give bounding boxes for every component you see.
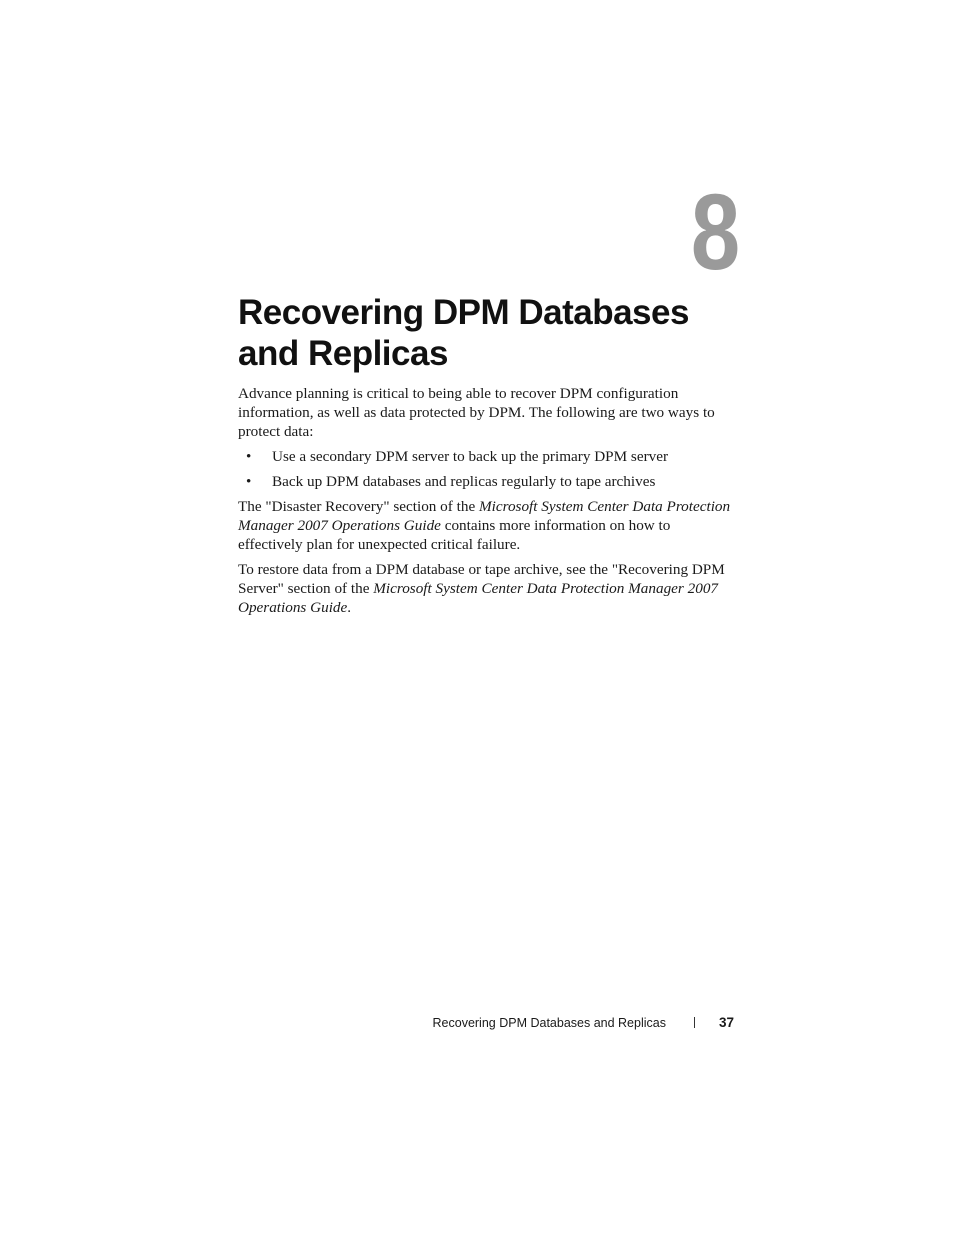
list-item-text: Use a secondary DPM server to back up the primary DPM server <box>272 448 669 465</box>
disaster-recovery-paragraph <box>238 497 738 554</box>
page-number: 37 <box>718 1015 734 1030</box>
chapter-number: 8 <box>690 171 740 292</box>
footer-separator <box>694 1017 695 1028</box>
chapter-title: Recovering DPM Databases and Replicas <box>238 293 689 373</box>
running-title: Recovering DPM Databases and Replicas <box>432 1015 666 1030</box>
body-text <box>238 384 738 623</box>
list-item-text: Back up DPM databases and replicas regularly to tape archives <box>272 473 656 490</box>
para3-text-end: . <box>347 599 352 616</box>
bullet-glyph: • <box>246 448 252 465</box>
intro-paragraph: Advance planning is critical to being able to recover DPM configuration information, as well as data protected by DPM. The following are two ways to protect data: <box>238 385 715 440</box>
bullet-list <box>238 447 738 491</box>
guide-title: Microsoft System Center Data Protection Manager 2007 Operations Guide <box>238 580 719 616</box>
list-item <box>238 447 738 466</box>
bullet-glyph: • <box>246 473 252 490</box>
para3-text: To restore data from a DPM database or tape archive, see the "Recovering DPM Server" section of the <box>238 561 725 597</box>
page-footer <box>433 1015 734 1030</box>
guide-title: Microsoft System Center Data Protection Manager 2007 Operations Guide <box>238 498 731 534</box>
para2-text-end: contains more information on how to effectively plan for unexpected critical failure. <box>238 517 671 553</box>
list-item <box>238 472 738 491</box>
restore-paragraph <box>238 560 738 617</box>
para2-text: The "Disaster Recovery" section of the <box>238 498 479 515</box>
